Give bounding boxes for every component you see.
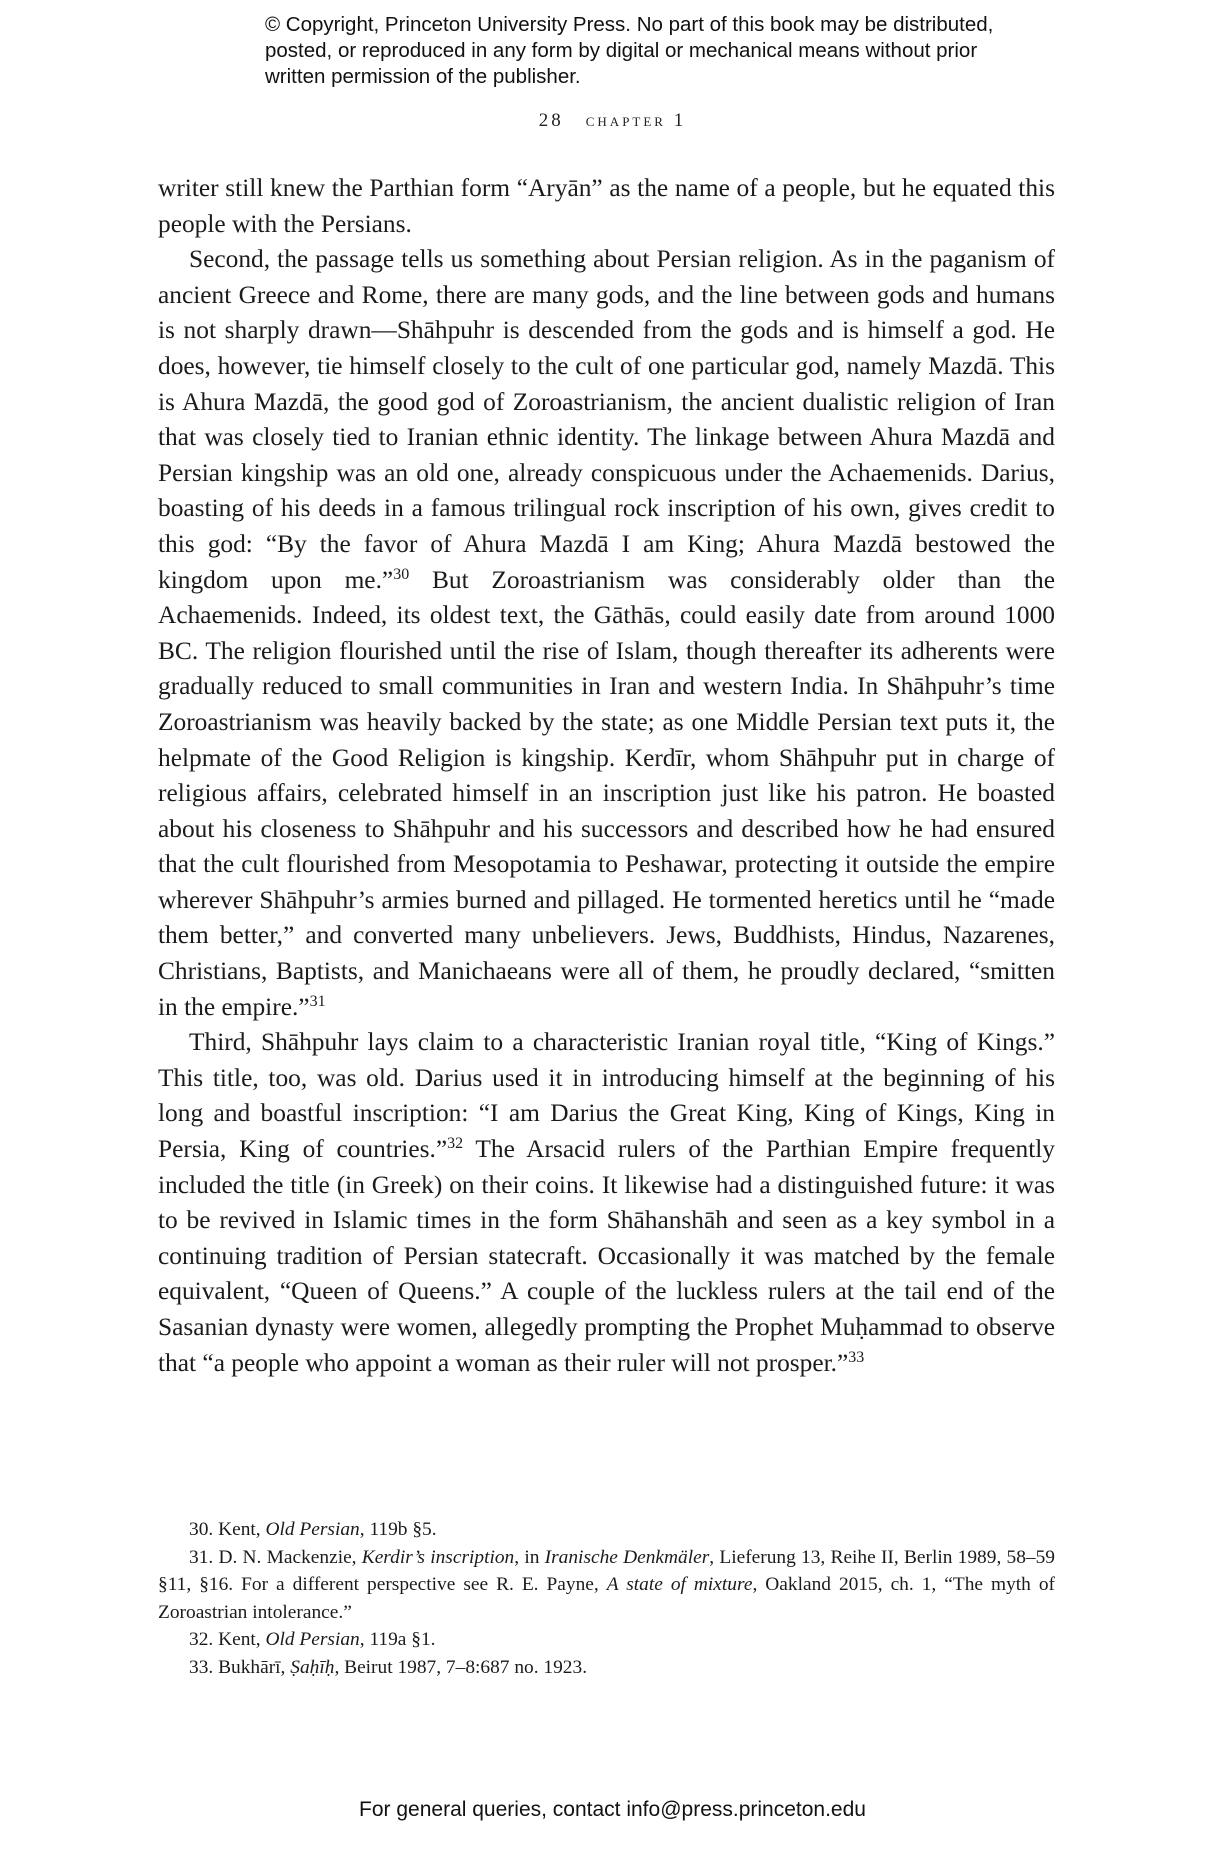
footnote-32 — [158, 1626, 1055, 1654]
footnote-ref-30[interactable]: 30 — [393, 565, 410, 583]
footnote-33-text-b: , Beirut 1987, 7–8:687 no. 1923. — [334, 1656, 588, 1678]
footnote-ref-31[interactable]: 31 — [309, 992, 326, 1010]
chapter-label: chapter 1 — [585, 110, 687, 131]
footnote-33-title: Ṣaḥīḥ — [290, 1656, 335, 1678]
footnotes — [158, 1516, 1055, 1681]
copyright-notice: © Copyright, Princeton University Press. No part of this book may be distributed, posted, or reproduced in any form by digital or mechanical means without prior written permission of the publisher. — [265, 13, 994, 88]
paragraph-2-text-b: But Zoroastrianism was considerably older than the Achaemenids. Indeed, its oldest text, the Gāthās, could easily date from around 1000 BC. The religion flourished until the rise of Islam, though thereafter its adherents were gradually reduced to small communities in Iran and western India. In Shāhpuhr’s time Zoroastrianism was heavily backed by the state; as one Middle Persian text puts it, the helpmate of the Good Religion is kingship. Kerdīr, whom Shāhpuhr put in charge of religious affairs, celebrated himself in an inscription just like his patron. He boasted about his closeness to Shāhpuhr and his successors and described how he had ensured that the cult flourished from Mesopotamia to Peshawar, protecting it outside the empire wherever Shāhpuhr’s armies burned and pillaged. He tormented heretics until he “made them better,” and converted many unbelievers. Jews, Buddhists, Hindus, Nazarenes, Christians, Baptists, and Manichaeans were all of them, he proudly declared, “smitten in the empire.” — [158, 565, 1055, 1021]
footnote-32-text: 32. Kent, — [189, 1629, 266, 1650]
footnote-32-title: Old Persian — [265, 1629, 360, 1650]
page-number: 28 — [538, 110, 564, 131]
footnote-33-text: 33. Bukhārī, — [189, 1656, 291, 1678]
footnote-33 — [158, 1654, 1055, 1682]
paragraph-1: writer still knew the Parthian form “Aryān” as the name of a people, but he equated this people with the Persians. — [158, 174, 1055, 238]
paragraph-2-text: Second, the passage tells us something about Persian religion. As in the paganism of ancient Greece and Rome, there are many gods, and the line between gods and humans is not sharply drawn—Shāhpuhr is descended from the gods and is himself a god. He does, however, tie himself closely to the cult of one particular god, namely Mazdā. This is Ahura Mazdā, the good god of Zoroastrianism, the ancient dualistic religion of Iran that was closely tied to Iranian ethnic identity. The linkage between Ahura Mazdā and Persian kingship was an old one, already conspicuous under the Achaemenids. Darius, boasting of his deeds in a famous trilingual rock inscription of his own, gives credit to this god: “By the favor of Ahura Mazdā I am King; Ahura Mazdā bestowed the kingdom upon me.” — [158, 245, 1055, 594]
footnote-31-title-3: A state of mixture — [606, 1574, 753, 1595]
paragraph-2 — [158, 242, 1055, 1025]
footnote-30-text-b: , 119b §5. — [359, 1519, 437, 1540]
footnote-31-title-1: Kerdir’s inscription — [361, 1546, 515, 1568]
footnote-31-text-b: , in — [514, 1546, 545, 1568]
contact-footer: For general queries, contact info@press.princeton.edu — [359, 1798, 866, 1821]
paragraph-3-text-b: The Arsacid rulers of the Parthian Empire frequently included the title (in Greek) on their coins. It likewise had a distinguished future: it was to be revived in Islamic times in the form Shāhanshāh and seen as a key symbol in a continuing tradition of Persian statecraft. Occasionally it was matched by the female equivalent, “Queen of Queens.” A couple of the luckless rulers at the tail end of the Sasanian dynasty were women, allegedly prompting the Prophet Muḥammad to observe that “a people who appoint a woman as their ruler will not prosper.” — [158, 1135, 1056, 1377]
footnote-31-text-d: , Oakland 2015, ch. 1, “The myth of Zoroastrian intolerance.” — [158, 1574, 1055, 1623]
footnote-ref-32[interactable]: 32 — [447, 1135, 464, 1153]
paragraph-3-text: Third, Shāhpuhr lays claim to a characteristic Iranian royal title, “King of Kings.” This title, too, was old. Darius used it in introducing himself at the beginning of his long and boastful inscription: “I am Darius the Great King, King of Kings, King in Persia, King of countries.” — [158, 1028, 1055, 1164]
footnote-31 — [158, 1544, 1055, 1627]
footnote-ref-33[interactable]: 33 — [848, 1348, 865, 1366]
footnote-31-text: 31. D. N. Mackenzie, — [189, 1546, 362, 1568]
footnote-30-text: 30. Kent, — [189, 1519, 266, 1540]
running-head — [0, 110, 1225, 132]
footnote-31-text-c: , Lieferung 13, Reihe II, Berlin 1989, 58–59 §11, §16. For a different perspective see R. E. Payne, — [158, 1546, 1055, 1595]
footnote-32-text-b: , 119a §1. — [359, 1629, 436, 1650]
footnote-31-title-2: Iranische Denkmäler — [544, 1546, 710, 1568]
footnote-30-title: Old Persian — [265, 1519, 360, 1540]
paragraph-3 — [158, 1025, 1055, 1381]
body-text — [158, 171, 1055, 1381]
footnote-30 — [158, 1516, 1055, 1544]
